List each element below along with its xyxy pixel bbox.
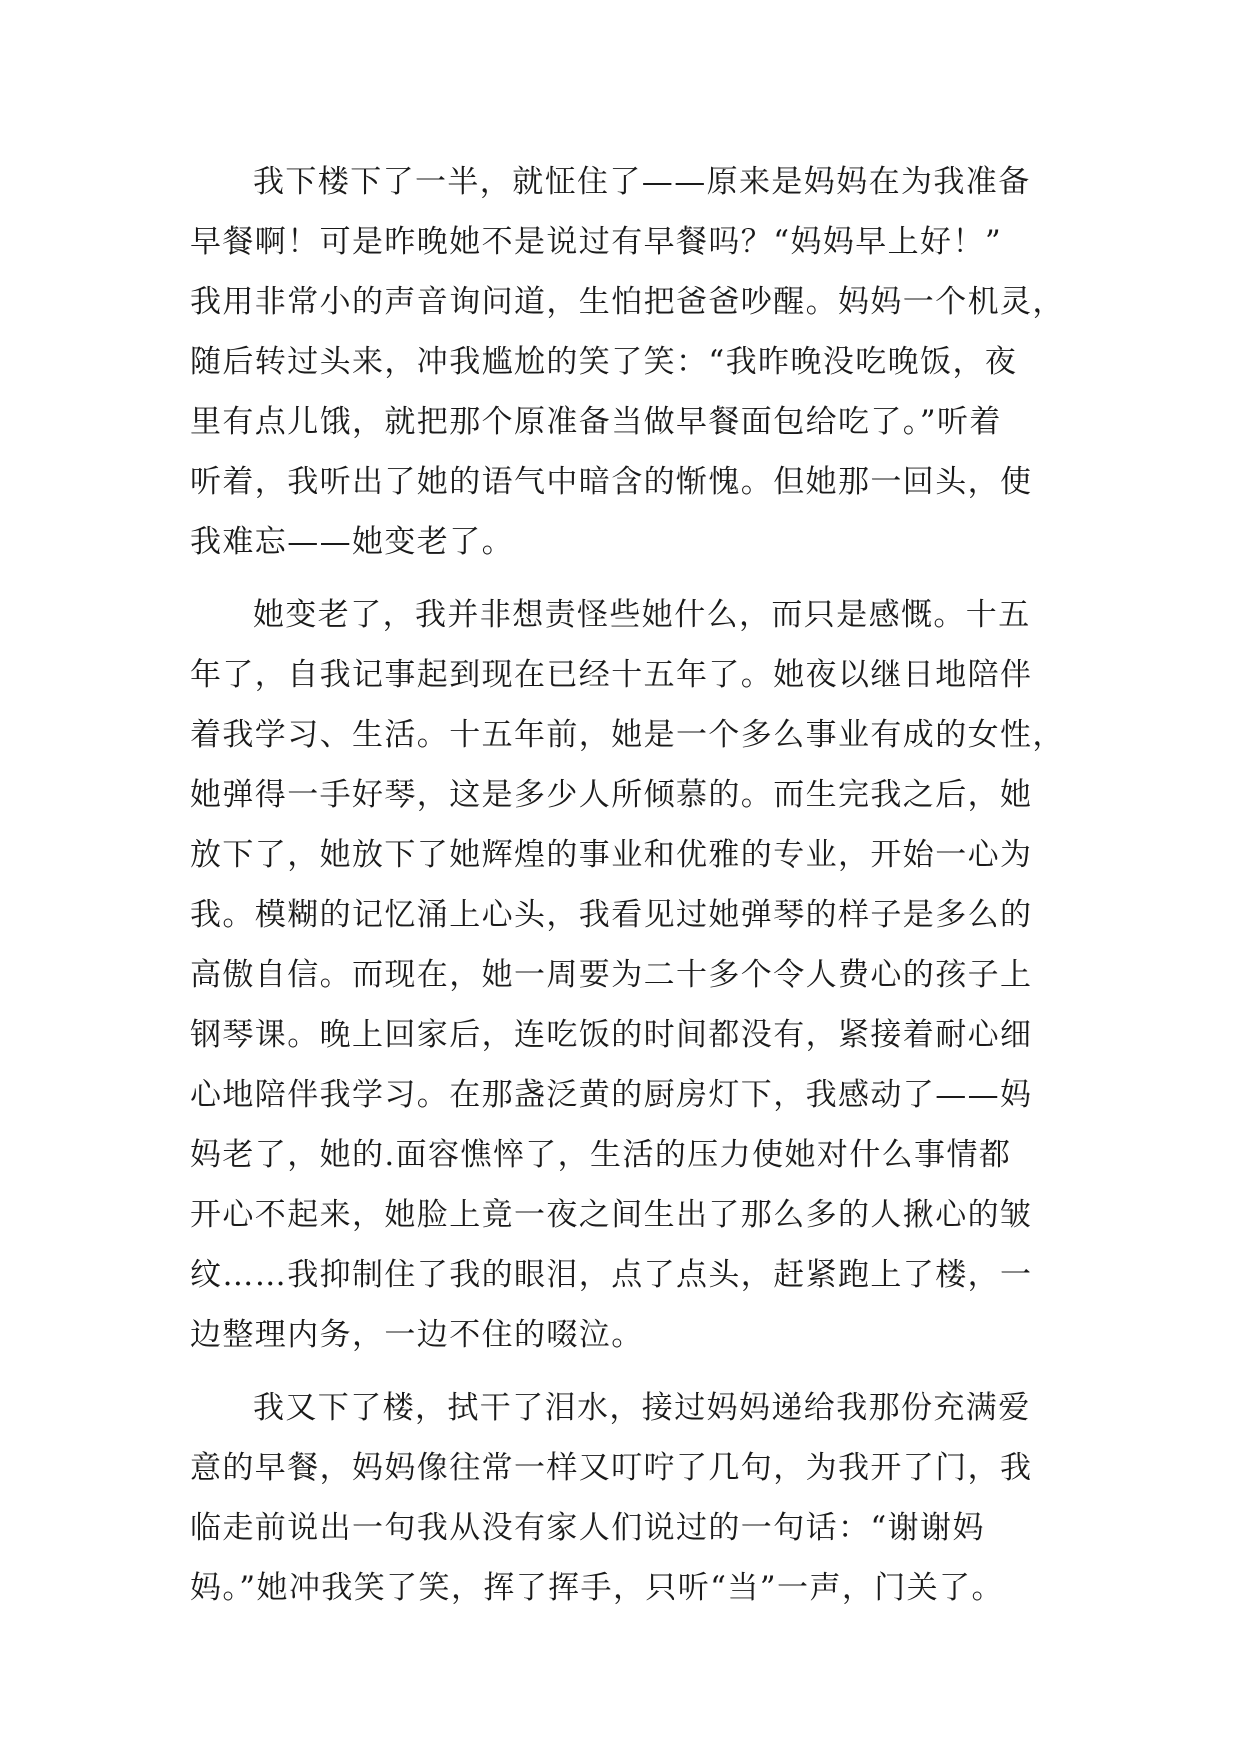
paragraph-2 <box>190 585 1070 1365</box>
text-line: 心地陪伴我学习。在那盏泛黄的厨房灯下，我感动了——妈 <box>190 1077 1033 1113</box>
text-line: 我。模糊的记忆涌上心头，我看见过她弹琴的样子是多么的 <box>190 897 1033 933</box>
text-line: 着我学习、生活。十五年前，她是一个多么事业有成的女性， <box>190 717 1065 753</box>
text-line: 妈。”她冲我笑了笑，挥了挥手，只听“当”一声，门关了。 <box>190 1570 1004 1606</box>
text-line: 钢琴课。晚上回家后，连吃饭的时间都没有，紧接着耐心细 <box>190 1017 1033 1053</box>
text-line: 边整理内务，一边不住的啜泣。 <box>190 1317 644 1353</box>
text-line: 放下了，她放下了她辉煌的事业和优雅的专业，开始一心为 <box>190 837 1033 873</box>
text-line: 她变老了，我并非想责怪些她什么，而只是感慨。十五 <box>253 597 1031 633</box>
paragraph-3 <box>190 1378 1070 1618</box>
text-line: 她弹得一手好琴，这是多少人所倾慕的。而生完我之后，她 <box>190 777 1033 813</box>
paragraph-1 <box>190 152 1070 572</box>
text-line: 临走前说出一句我从没有家人们说过的一句话：“谢谢妈 <box>190 1510 985 1546</box>
text-line: 年了，自我记事起到现在已经十五年了。她夜以继日地陪伴 <box>190 657 1033 693</box>
text-line: 我难忘——她变老了。 <box>190 524 514 560</box>
text-line: 随后转过头来，冲我尴尬的笑了笑：“我昨晚没吃晚饭，夜 <box>190 344 1018 380</box>
essay-body <box>190 152 1070 1618</box>
text-line: 纹……我抑制住了我的眼泪，点了点头，赶紧跑上了楼，一 <box>190 1257 1033 1293</box>
text-line: 意的早餐，妈妈像往常一样又叮咛了几句，为我开了门，我 <box>190 1450 1033 1486</box>
text-line: 里有点儿饿，就把那个原准备当做早餐面包给吃了。”听着 <box>190 404 1002 440</box>
text-line: 早餐啊！可是昨晚她不是说过有早餐吗？“妈妈早上好！” <box>190 224 1003 260</box>
text-line: 听着，我听出了她的语气中暗含的惭愧。但她那一回头，使 <box>190 464 1033 500</box>
text-line: 开心不起来，她脸上竟一夜之间生出了那么多的人揪心的皱 <box>190 1197 1033 1233</box>
text-line: 我又下了楼，拭干了泪水，接过妈妈递给我那份充满爱 <box>253 1390 1031 1426</box>
text-line: 我用非常小的声音询问道，生怕把爸爸吵醒。妈妈一个机灵， <box>190 284 1065 320</box>
text-line: 高傲自信。而现在，她一周要为二十多个令人费心的孩子上 <box>190 957 1033 993</box>
text-line: 我下楼下了一半，就怔住了——原来是妈妈在为我准备 <box>253 164 1031 200</box>
text-line: 妈老了，她的.面容憔悴了，生活的压力使她对什么事情都 <box>190 1137 1012 1173</box>
